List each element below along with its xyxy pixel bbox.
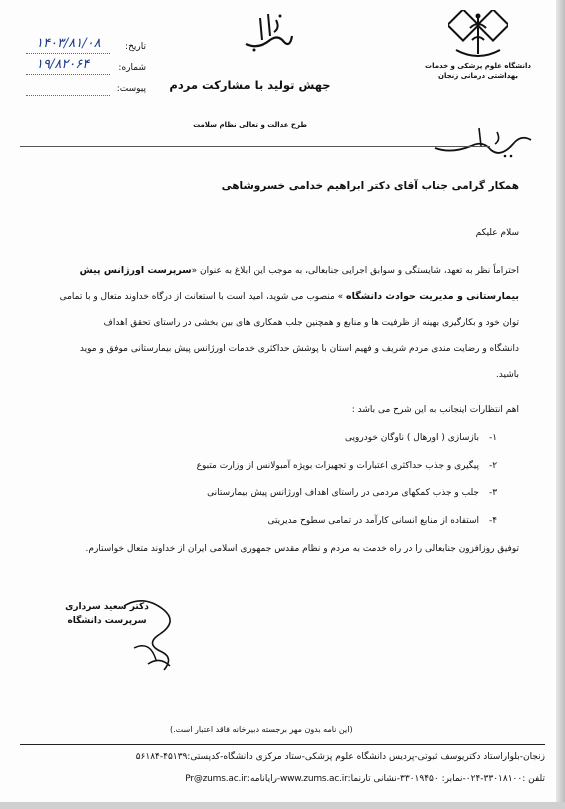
appointment-title-part2: بیمارستانی و مدیریت حوادث دانشگاه [346, 291, 519, 302]
number-label: شماره: [118, 63, 146, 73]
footer-contact: تلفن :۳۳۰۱۸۱۰۰-۰۲۴-نمابر: ۳۳۰۱۹۴۵۰-نشانی تارنما:www.zums.ac.ir-رایانامه:Pr@zums.ac.ir [185, 774, 545, 784]
paragraph-line-3: توان خود و بکارگیری بهینه از ظرفیت ها و منابع و همچنین جلب همکاری های بین بخشی در راستای تحقق اهداف [103, 318, 519, 328]
handwritten-signature [104, 590, 214, 684]
list-item-number: ۳- [489, 488, 498, 498]
signer-name: دکتر سعید سرداری [65, 602, 149, 612]
list-item [197, 461, 519, 471]
list-item [345, 433, 519, 443]
list-item-number: ۲- [489, 461, 498, 471]
paragraph-line-2: بیمارستانی و مدیریت حوادث دانشگاه » منصوب می شوید، امید است با استعانت از درگاه خداوند متعال و با تمامی [59, 291, 519, 302]
header-divider [20, 146, 490, 147]
list-item [207, 488, 519, 498]
paragraph-line-4: دانشگاه و رضایت مندی مردم شریف و فهیم استان با پوشش حداکثری خدمات اورژانس پیش بیمارستانی موفق و موید [79, 344, 519, 354]
closing-line: توفیق روزافزون جنابعالی را در راه خدمت به مردم و نظام مقدس جمهوری اسلامی ایران از خداوند متعال خواستارم. [85, 544, 519, 554]
stamp-validity-note: (این نامه بدون مهر برجسته دبیرخانه فاقد اعتبار است.) [170, 725, 353, 734]
list-item-number: ۱- [489, 433, 498, 443]
bismillah-calligraphy [240, 10, 296, 58]
scan-edge-shadow [556, 0, 565, 809]
letter-motto: جهش تولید با مشارکت مردم [169, 78, 331, 92]
attachment-row [26, 80, 146, 101]
paragraph-line-1: احتراماً نظر به تعهد، شایستگی و سوابق اجرایی جنابعالی، به موجب این ابلاغ به عنوان «سرپرست اورژانس پیش [79, 265, 519, 276]
footer-divider [20, 744, 545, 745]
university-name [413, 61, 543, 81]
number-row [26, 59, 146, 80]
university-name-line1: دانشگاه علوم پزشکی و خدمات [425, 62, 531, 70]
paragraph-line-5: باشید. [495, 370, 519, 380]
recipient-line: همکار گرامی جناب آقای دکتر ابراهیم خدامی خسروشاهی [221, 180, 519, 192]
university-emblem-icon [448, 10, 508, 60]
list-item-text: پیگیری و جذب حداکثری اعتبارات و تجهیزات بویژه آمبولانس از وزارت متبوع [196, 461, 479, 471]
date-value: ۱۴۰۳/۸۱/۰۸ [36, 36, 101, 51]
greeting: سلام علیکم [475, 228, 519, 238]
list-item-text: جلب و جذب کمکهای مردمی در راستای اهداف اورژانس پیش بیمارستانی [207, 488, 479, 498]
university-name-line2: بهداشتی درمانی زنجان [438, 72, 518, 80]
top-handwritten-signature [431, 120, 541, 166]
attachment-label: پیوست: [116, 84, 146, 94]
list-item [267, 516, 519, 526]
letter-subheading: طرح عدالت و تعالی نظام سلامت [193, 121, 307, 129]
university-logo [413, 10, 543, 81]
signer-title: سرپرست دانشگاه [67, 616, 147, 626]
footer-address: زنجان-بلواراستاد دکتریوسف ثبوتی-پردیس دانشگاه علوم پزشکی-ستاد مرکزی دانشگاه-کدپستی:۴۵۱۳۹-۵۶۱۸۴ [135, 752, 545, 762]
date-row [26, 38, 146, 59]
list-item-text: استفاده از منابع انسانی کارآمد در تمامی سطوح مدیریتی [267, 516, 479, 526]
list-item-text: بازسازی ( اورهال ) ناوگان خودرویی [345, 433, 479, 443]
letter-meta [26, 38, 146, 101]
expectations-intro: اهم انتظارات اینجانب به این شرح می باشد : [351, 405, 519, 415]
date-label: تاریخ: [125, 42, 146, 52]
list-item-number: ۴- [489, 516, 498, 526]
appointment-title-part1: سرپرست اورژانس پیش [79, 265, 192, 276]
body-paragraph [45, 258, 519, 388]
scan-bottom-shadow [0, 802, 565, 809]
number-value: ۱۹/۸۲۰۶۴ [36, 57, 90, 72]
